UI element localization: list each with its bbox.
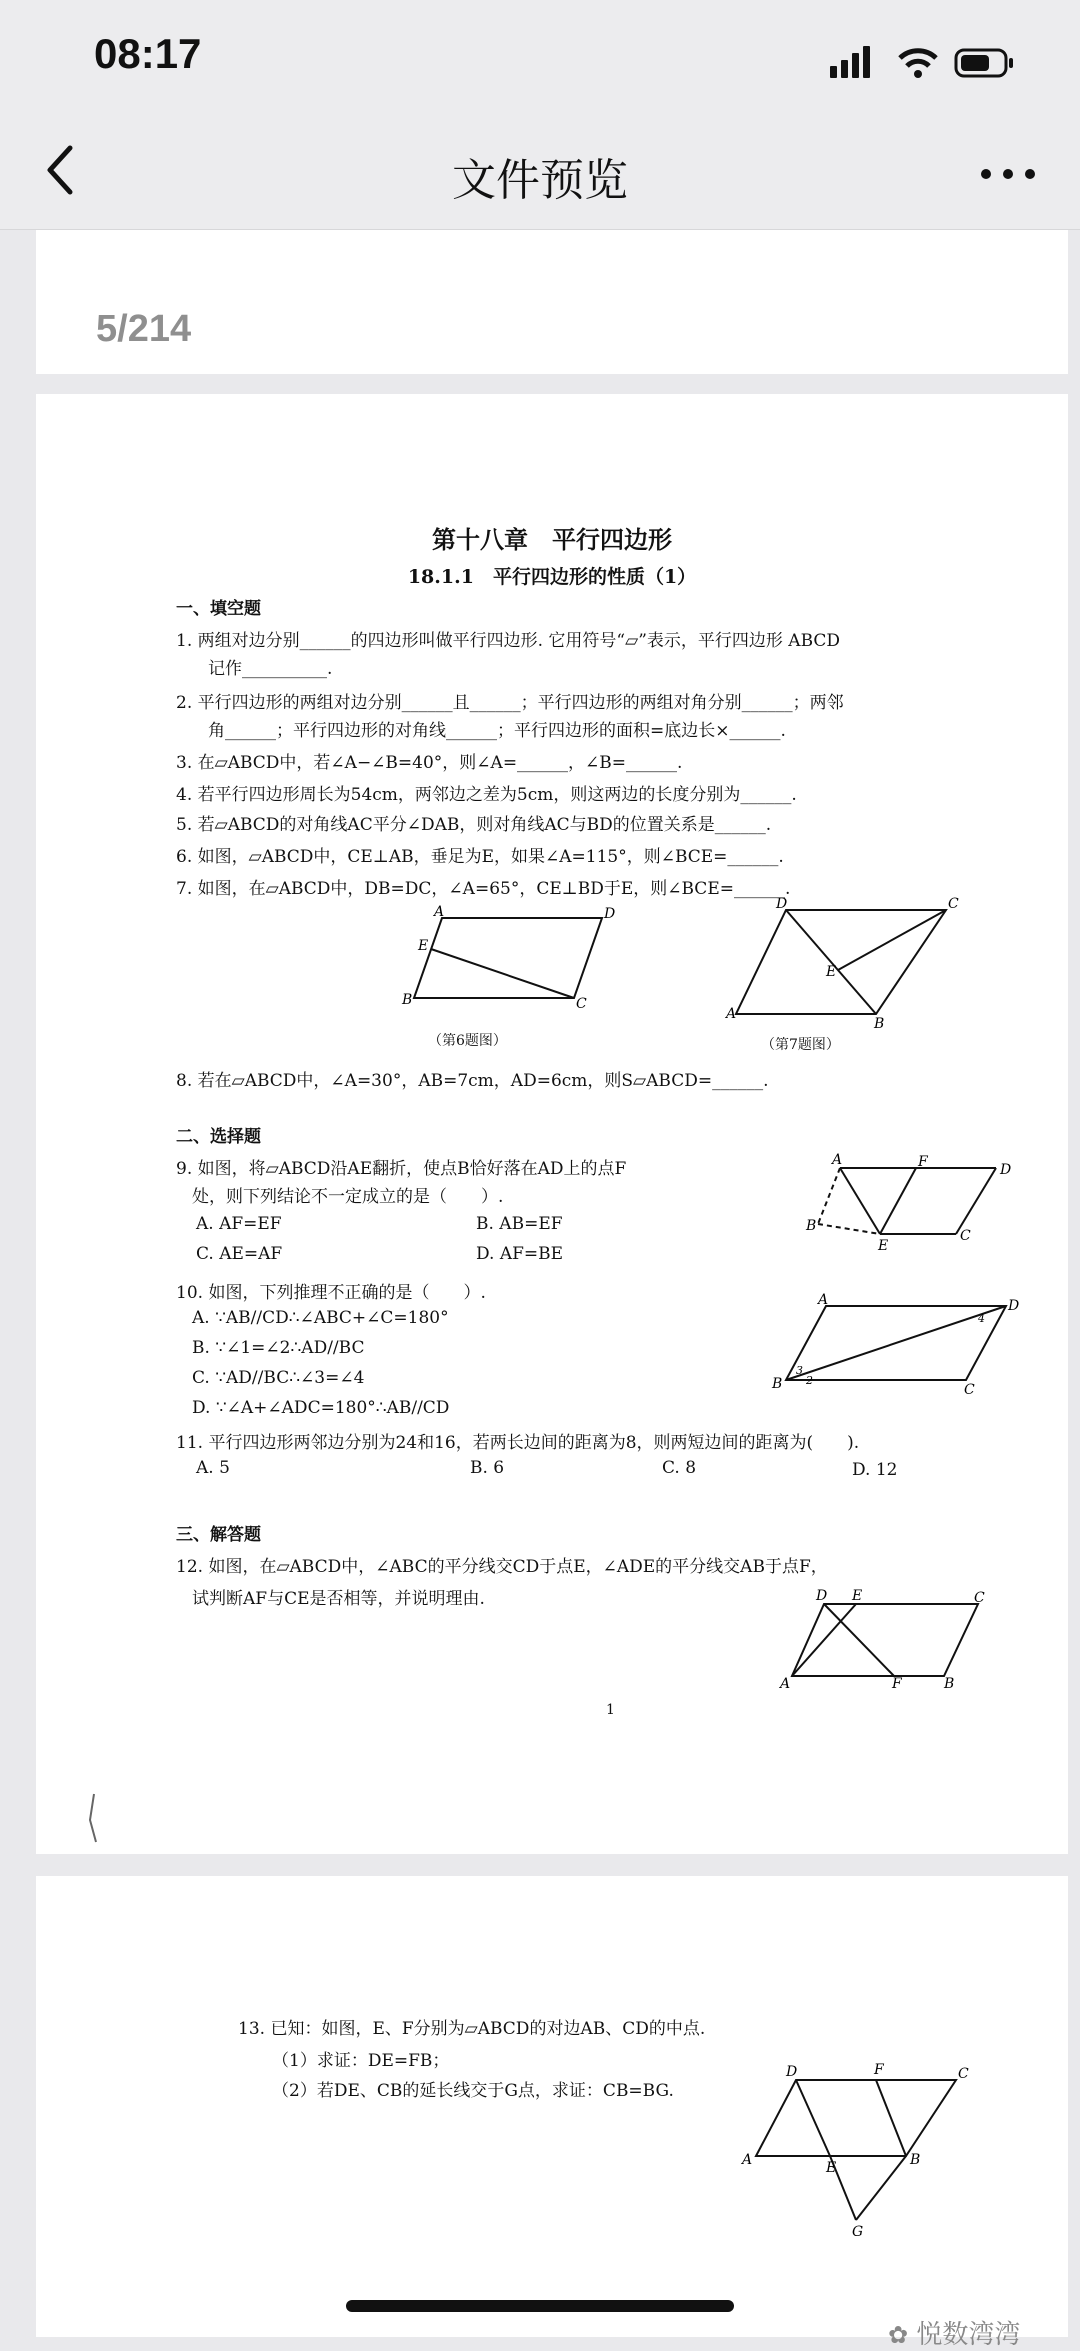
option-text: A. AF=EF — [196, 1214, 282, 1234]
document-page[interactable] — [36, 394, 1068, 1854]
question-text: 试判断AF与CE是否相等，并说明理由. — [192, 1589, 485, 1609]
figure-q9 — [796, 1152, 1016, 1254]
home-indicator[interactable] — [346, 2300, 734, 2312]
svg-text:D: D — [1008, 1298, 1020, 1314]
more-icon[interactable] — [978, 154, 1038, 194]
question-text: 记作__________. — [208, 659, 333, 679]
svg-text:C: C — [960, 1228, 971, 1244]
svg-text:A: A — [780, 1676, 791, 1692]
svg-text:4: 4 — [978, 1312, 985, 1325]
figure-q12 — [774, 1590, 984, 1690]
svg-text:A: A — [726, 1006, 737, 1022]
svg-text:C: C — [948, 896, 959, 912]
svg-text:D: D — [786, 2064, 798, 2080]
option-text: B. 6 — [470, 1458, 505, 1478]
watermark-text: 悦数湾湾 — [916, 2320, 1021, 2350]
figure-q13 — [740, 2060, 980, 2240]
svg-text:C: C — [974, 1590, 985, 1606]
svg-text:D: D — [776, 896, 788, 912]
question-text: 13. 已知：如图，E、F分别为▱ABCD的对边AB、CD的中点. — [238, 2019, 706, 2039]
question-text: 4. 若平行四边形周长为54cm，两邻边之差为5cm，则这两边的长度分别为______. — [176, 785, 797, 805]
signal-icon — [830, 66, 837, 78]
svg-text:B: B — [402, 992, 413, 1008]
section-heading: 三、解答题 — [176, 1525, 261, 1545]
svg-text:A: A — [832, 1152, 843, 1168]
svg-text:B: B — [874, 1016, 885, 1032]
clock: 08:17 — [94, 30, 202, 77]
question-text: 12. 如图，在▱ABCD中，∠ABC的平分线交CD于点E，∠ADE的平分线交AB于点F， — [176, 1557, 828, 1577]
wechat-icon: ✿ — [888, 2321, 909, 2349]
svg-text:D: D — [604, 906, 616, 922]
option-text: D. ∵∠A+∠ADC=180°∴AB//CD — [192, 1398, 450, 1418]
option-text: A. 5 — [196, 1458, 230, 1478]
svg-text:E: E — [852, 1588, 863, 1604]
svg-text:C: C — [958, 2066, 969, 2082]
svg-text:D: D — [816, 1588, 828, 1604]
figure-q7 — [726, 896, 966, 1032]
svg-text:B: B — [772, 1376, 783, 1392]
svg-text:F: F — [918, 1154, 928, 1170]
svg-text:C: C — [576, 996, 587, 1012]
scan-mark — [80, 1790, 110, 1850]
figure-caption: （第7题图） — [761, 1037, 840, 1053]
svg-text:A: A — [818, 1292, 829, 1308]
page-indicator-card — [36, 230, 1068, 374]
page-footer-number: 1 — [606, 1702, 615, 1718]
svg-text:A: A — [434, 904, 445, 920]
section-heading: 二、选择题 — [176, 1127, 261, 1147]
question-text: 9. 如图，将▱ABCD沿AE翻折，使点B恰好落在AD上的点F — [176, 1159, 627, 1179]
option-text: D. 12 — [852, 1460, 898, 1480]
svg-text:3: 3 — [796, 1364, 803, 1377]
chapter-title: 第十八章 平行四边形 — [432, 525, 672, 554]
document-page-next[interactable] — [36, 1876, 1068, 2337]
status-bar — [0, 0, 1080, 116]
question-text: 5. 若▱ABCD的对角线AC平分∠DAB，则对角线AC与BD的位置关系是______. — [176, 815, 772, 835]
battery-icon — [956, 50, 1013, 76]
svg-text:E: E — [418, 938, 429, 954]
option-text: A. ∵AB//CD∴∠ABC+∠C=180° — [192, 1308, 449, 1328]
svg-text:E: E — [878, 1238, 889, 1254]
question-text: 11. 平行四边形两邻边分别为24和16，若两长边间的距离为8，则两短边间的距离为( ). — [176, 1433, 860, 1453]
question-text: （2）若DE、CB的延长线交于G点，求证：CB=BG. — [272, 2081, 674, 2101]
question-text: 8. 若在▱ABCD中，∠A=30°，AB=7cm，AD=6cm，则S▱ABCD=______. — [176, 1071, 769, 1091]
section-title: 18.1.1 平行四边形的性质（1） — [407, 566, 697, 588]
nav-bar — [0, 116, 1080, 230]
svg-text:B: B — [806, 1218, 817, 1234]
question-text: 3. 在▱ABCD中，若∠A−∠B=40°，则∠A=______，∠B=______. — [176, 753, 683, 773]
figure-q6 — [386, 902, 616, 1012]
status-icons — [830, 42, 1030, 82]
svg-text:B: B — [944, 1676, 955, 1692]
option-text: C. 8 — [662, 1458, 697, 1478]
question-text: 1. 两组对边分别______的四边形叫做平行四边形. 它用符号“▱”表示，平行四边形 ABCD — [176, 631, 841, 651]
svg-text:A: A — [742, 2152, 753, 2168]
figure-q10 — [766, 1292, 1020, 1398]
watermark — [888, 2314, 1020, 2351]
svg-text:E: E — [826, 2160, 837, 2176]
page-title: 文件预览 — [452, 155, 628, 206]
svg-text:D: D — [1000, 1162, 1012, 1178]
figure-caption: （第6题图） — [428, 1033, 507, 1049]
svg-text:F: F — [892, 1676, 902, 1692]
question-text: （1）求证：DE=FB； — [272, 2051, 450, 2071]
svg-text:B: B — [910, 2152, 921, 2168]
option-text: C. AE=AF — [196, 1244, 283, 1264]
page-indicator: 5/214 — [96, 308, 192, 350]
question-text: 6. 如图，▱ABCD中，CE⊥AB，垂足为E，如果∠A=115°，则∠BCE=______. — [176, 847, 784, 867]
question-text: 2. 平行四边形的两组对边分别______且______；平行四边形的两组对角分别______；两邻 — [176, 693, 844, 713]
svg-text:F: F — [874, 2062, 884, 2078]
svg-text:2: 2 — [806, 1374, 813, 1387]
svg-text:E: E — [826, 964, 837, 980]
svg-text:G: G — [852, 2224, 864, 2240]
svg-text:C: C — [964, 1382, 975, 1398]
question-text: 角______；平行四边形的对角线______；平行四边形的面积=底边长×______. — [208, 721, 786, 741]
option-text: B. ∵∠1=∠2∴AD//BC — [192, 1338, 365, 1358]
option-text: B. AB=EF — [476, 1214, 563, 1234]
question-text: 7. 如图，在▱ABCD中，DB=DC，∠A=65°，CE⊥BD于E，则∠BCE=______. — [176, 879, 791, 899]
wifi-icon — [900, 51, 936, 78]
option-text: C. ∵AD//BC∴∠3=∠4 — [192, 1368, 365, 1388]
question-text: 10. 如图，下列推理不正确的是（ ）. — [176, 1283, 486, 1303]
question-text: 处，则下列结论不一定成立的是（ ）. — [192, 1187, 504, 1207]
section-heading: 一、填空题 — [176, 599, 261, 619]
option-text: D. AF=BE — [476, 1244, 564, 1264]
